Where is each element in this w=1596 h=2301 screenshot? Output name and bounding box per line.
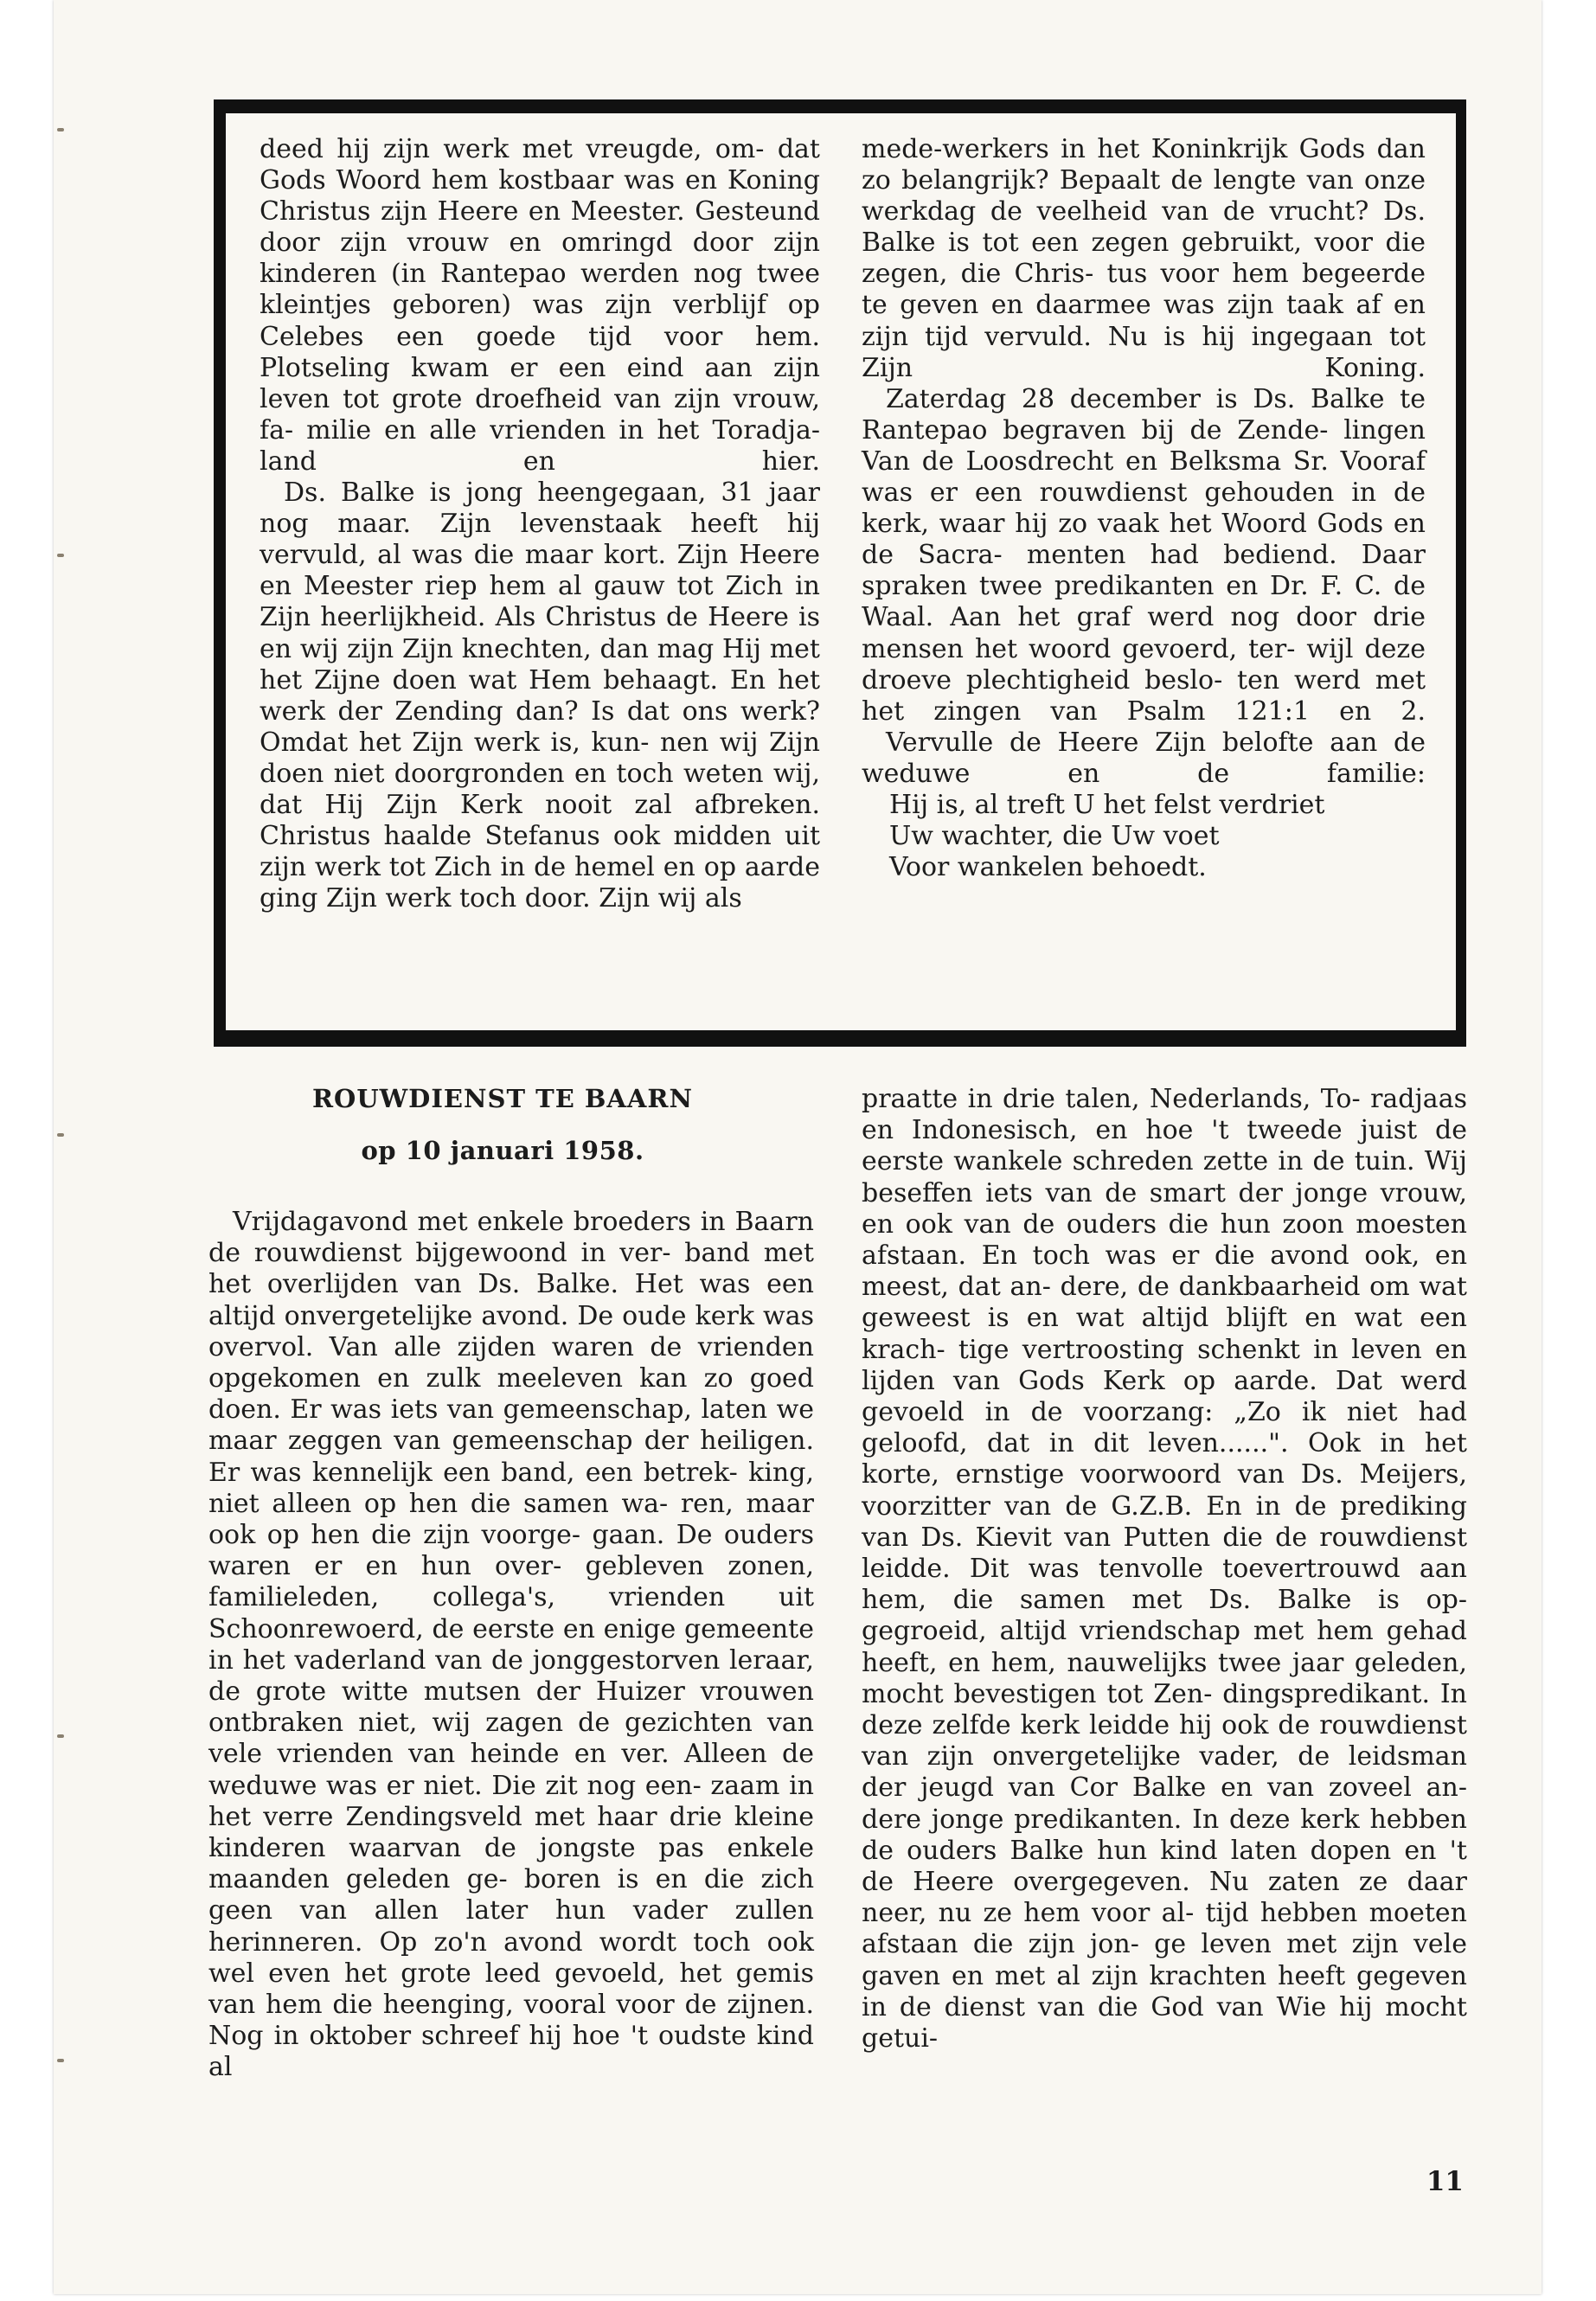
- page-number: 11: [1426, 2166, 1464, 2197]
- binding-mark: [57, 1133, 64, 1137]
- border-right: [1456, 99, 1466, 1047]
- obituary-paragraph: Vervulle de Heere Zijn belofte aan de weduwe en de familie:: [862, 727, 1426, 789]
- article-right-column: [862, 1084, 1467, 2054]
- article-subtitle: op 10 januari 1958.: [361, 1136, 644, 1165]
- binding-mark: [57, 1734, 64, 1738]
- obituary-left-column: [260, 134, 820, 914]
- obituary-paragraph: Zaterdag 28 december is Ds. Balke te Rantepao begraven bij de Zende- lingen Van de Loosdrecht en Belksma Sr. Vooraf was er een rouwdienst gehouden in de kerk, waar hij zo vaak het Woord Gods en de Sacra- menten had bediend. Daar spraken twee predikanten en Dr. F. C. de Waal. Aan het graf werd nog door drie mensen het woord gevoerd, ter- wijl deze droeve plechtigheid beslo- ten werd met het zingen van Psalm 121:1 en 2.: [862, 383, 1426, 727]
- border-left: [214, 99, 226, 1047]
- binding-mark: [57, 554, 64, 557]
- article-left-column: [208, 1207, 814, 2084]
- binding-mark: [57, 2059, 64, 2062]
- psalm-verse-line: Voor wankelen behoedt.: [889, 852, 1207, 883]
- psalm-verse-line: Hij is, al treft U het felst verdriet: [889, 789, 1325, 820]
- article-title: ROUWDIENST TE BAARN: [311, 1084, 694, 1113]
- binding-mark: [57, 128, 64, 131]
- border-bottom: [214, 1030, 1466, 1047]
- obituary-paragraph: Ds. Balke is jong heengegaan, 31 jaar nog maar. Zijn levenstaak heeft hij vervuld, al was die maar kort. Zijn Heere en Meester riep hem al gauw tot Zich in Zijn heerlijkheid. Als Christus de Heere is en wij zijn Zijn knechten, dan mag Hij met het Zijne doen wat Hem behaagt. En het werk der Zending dan? Is dat ons werk? Omdat het Zijn werk is, kun- nen wij Zijn doen niet doorgronden en toch weten wij, dat Hij Zijn Kerk nooit zal afbreken. Christus haalde Stefanus ook midden uit zijn werk tot Zich in de hemel en op aarde ging Zijn werk toch door. Zijn wij als: [260, 478, 821, 914]
- obituary-paragraph: mede-werkers in het Koninkrijk Gods dan zo belangrijk? Bepaalt de lengte van onze werkdag de veelheid van de vrucht? Ds. Balke is tot een zegen gebruikt, voor die zegen, die Chris- tus voor hem begeerde te geven en daarmee was zijn taak af en zijn tijd vervuld. Nu is hij ingegaan tot Zijn Koning.: [862, 134, 1426, 383]
- psalm-verse-line: Uw wachter, die Uw voet: [889, 821, 1220, 852]
- obituary-right-column: [862, 134, 1426, 883]
- article-paragraph: Vrijdagavond met enkele broeders in Baarn de rouwdienst bijgewoond in ver- band met het overlijden van Ds. Balke. Het was een altijd onvergetelijke avond. De oude kerk was overvol. Van alle zijden waren de vrienden opgekomen en zulk meeleven kan zo goed doen. Er was iets van gemeenschap, laten we maar zeggen van gemeenschap der heiligen. Er was kennelijk een band, een betrek- king, niet alleen op hen die samen wa- ren, maar ook op hen die zijn voorge- gaan. De ouders waren er en hun over- gebleven zonen, familieleden, collega's, vrienden uit Schoonrewoerd, de eerste en enige gemeente in het vaderland van de jonggestorven leraar, de grote witte mutsen der Huizer vrouwen ontbraken niet, wij zagen de gezichten van vele vrienden van heinde en ver. Alleen de weduwe was er niet. Die zit nog een- zaam in het verre Zendingsveld met haar drie kleine kinderen waarvan de jongste pas enkele maanden geleden ge- boren is en die zich geen van allen later hun vader zullen herinneren. Op zo'n avond wordt toch ook wel even het grote leed gevoeld, het gemis van hem die heenging, vooral voor de zijnen. Nog in oktober schreef hij hoe 't oudste kind al: [208, 1207, 815, 2083]
- obituary-paragraph: deed hij zijn werk met vreugde, om- dat Gods Woord hem kostbaar was en Koning Christus zijn Heere en Meester. Gesteund door zijn vrouw en omringd door zijn kinderen (in Rantepao werden nog twee kleintjes geboren) was zijn verblijf op Celebes een goede tijd voor hem. Plotseling kwam er een eind aan zijn leven tot grote droefheid van zijn vrouw, fa- milie en alle vrienden in het Toradja- land en hier.: [260, 134, 821, 477]
- border-top: [214, 99, 1466, 113]
- article-paragraph: praatte in drie talen, Nederlands, To- radjaas en Indonesisch, en hoe 't tweede juist de eerste wankele schreden zette in de tuin. Wij beseffen iets van de smart der jonge vrouw, en ook van de ouders die hun zoon moesten afstaan. En toch was er die avond ook, en meest, dat an- dere, de dankbaarheid om wat geweest is en wat altijd blijft en wat een krach- tige vertroosting schenkt in leven en lijden van Gods Kerk op aarde. Dat werd gevoeld in de voorzang: „Zo ik niet had geloofd, dat in dit leven......". Ook in het korte, ernstige voorwoord van Ds. Meijers, voorzitter van de G.Z.B. En in de prediking van Ds. Kievit van Putten die de rouwdienst leidde. Dit was tenvolle toevertrouwd aan hem, die samen met Ds. Balke is op- gegroeid, altijd vriendschap met hem gehad heeft, en hem, nauwelijks twee jaar geleden, mocht bevestigen tot Zen- dingspredikant. In deze zelfde kerk leidde hij ook de rouwdienst van zijn onvergetelijke vader, de leidsman der jeugd van Cor Balke en van zoveel an- dere jonge predikanten. In deze kerk hebben de ouders Balke hun kind laten dopen en 't de Heere overgegeven. Nu zaten ze daar neer, nu ze hem voor al- tijd hebben moeten afstaan die zijn jon- ge leven met zijn vele gaven en met al zijn krachten heeft gegeven in de dienst van die God van Wie hij mocht getui-: [862, 1084, 1468, 2054]
